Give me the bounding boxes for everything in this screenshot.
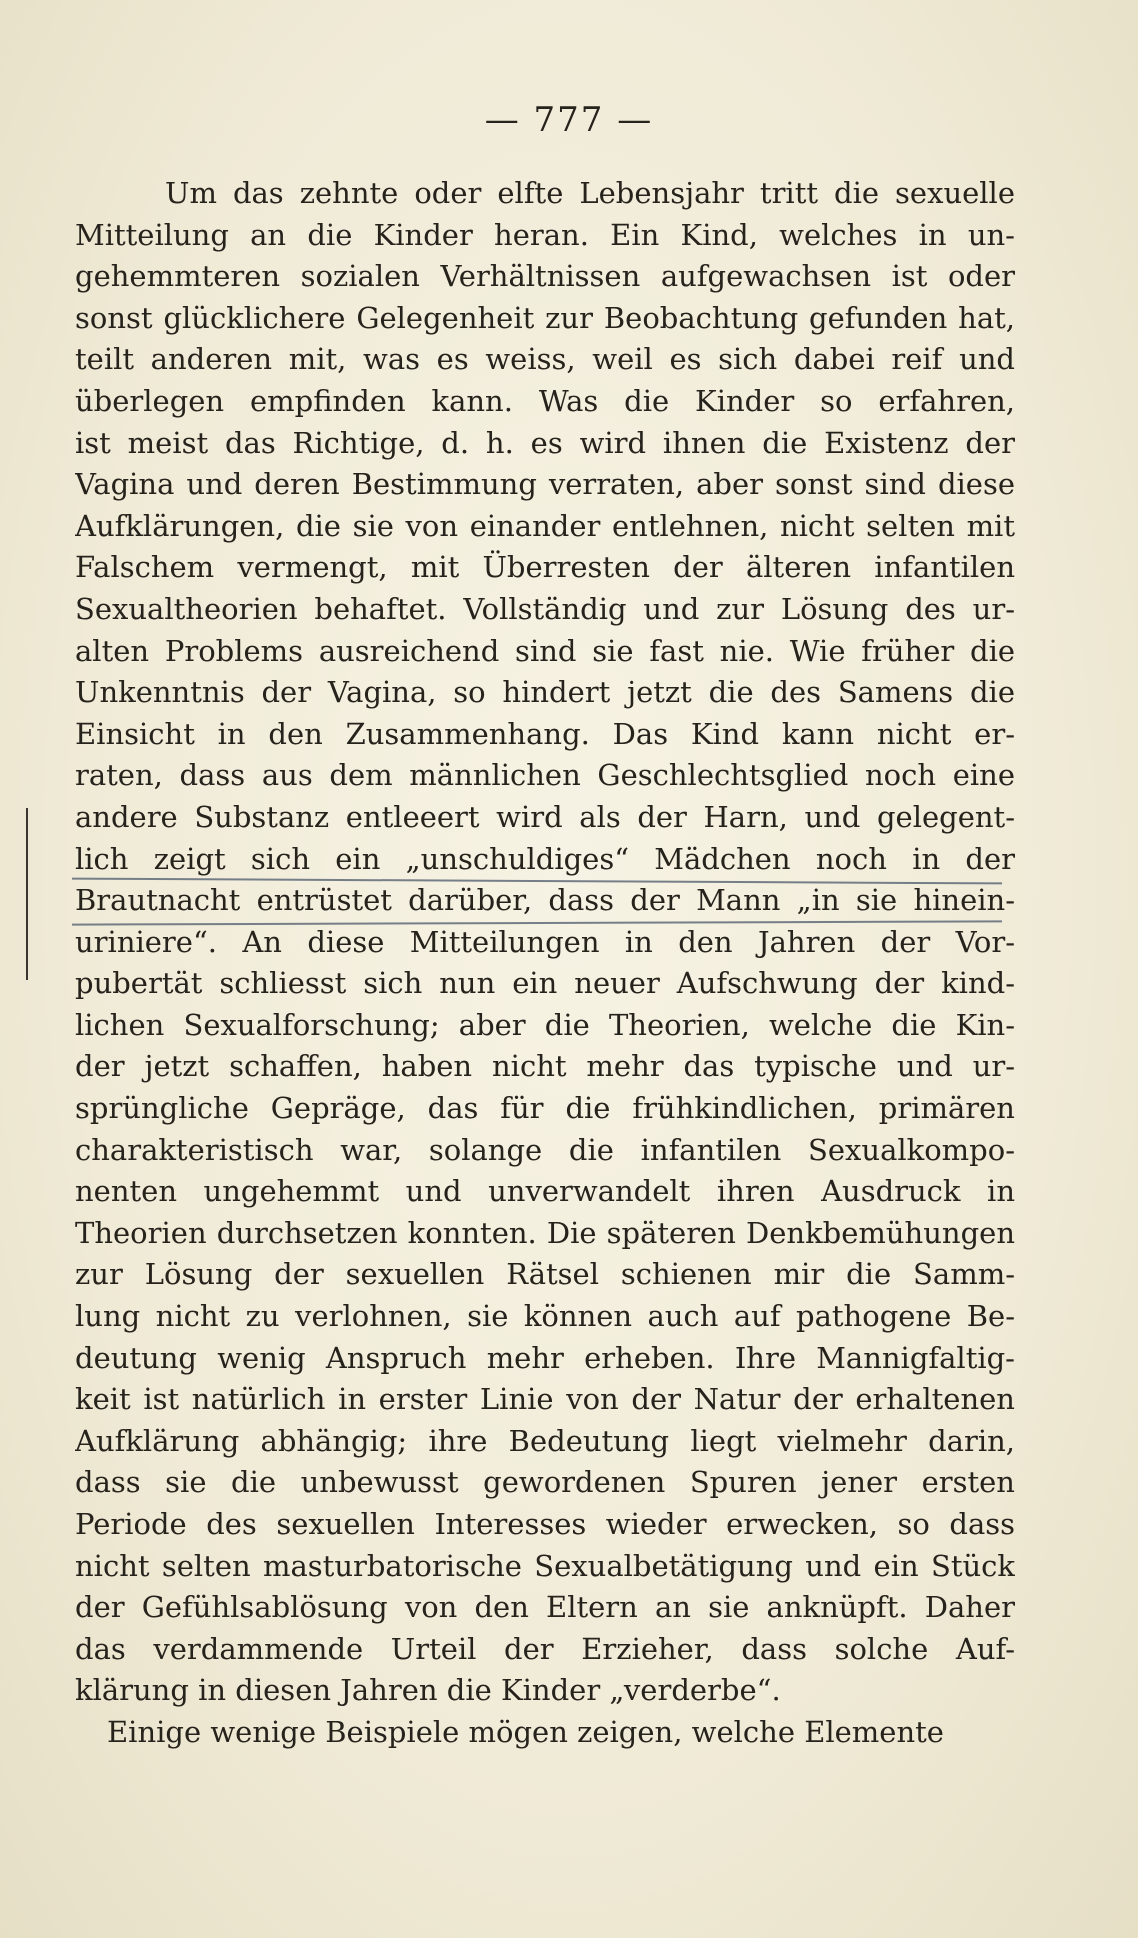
text-line: alten Problems ausreichend sind sie fast nie. Wie früher die	[75, 633, 1015, 668]
text-line: andere Substanz entleeert wird als der Harn, und gelegent-	[75, 799, 1015, 834]
text-line: pubertät schliesst sich nun ein neuer Aufschwung der kind-	[75, 966, 1015, 1001]
text-line: Brautnacht entrüstet darüber, dass der Mann „in sie hinein-	[75, 883, 1015, 918]
text-line: Sexualtheorien behaftet. Vollständig und zur Lösung des ur-	[75, 591, 1015, 626]
text-line: sprüngliche Gepräge, das für die frühkindlichen, primären	[75, 1091, 1015, 1126]
text-line: raten, dass aus dem männlichen Geschlechtsglied noch eine	[75, 758, 1015, 793]
text-line: dass sie die unbewusst gewordenen Spuren jener ersten	[75, 1465, 1015, 1500]
page-number: — 777 —	[484, 100, 654, 140]
text-line: gehemmteren sozialen Verhältnissen aufgewachsen ist oder	[75, 259, 1015, 294]
text-line: lich zeigt sich ein „unschuldiges“ Mädchen noch in der	[75, 841, 1015, 876]
text-line: Um das zehnte oder elfte Lebensjahr tritt die sexuelle	[165, 176, 1015, 210]
text-line: Einige wenige Beispiele mögen zeigen, welche Elemente	[107, 1714, 944, 1749]
text-line: deutung wenig Anspruch mehr erheben. Ihre Mannigfaltig-	[75, 1340, 1015, 1375]
text-line: uriniere“. An diese Mitteilungen in den Jahren der Vor-	[75, 924, 1015, 959]
text-line: teilt anderen mit, was es weiss, weil es sich dabei reif und	[75, 342, 1015, 377]
text-line: Unkenntnis der Vagina, so hindert jetzt die des Samens die	[75, 675, 1015, 710]
text-line: Theorien durchsetzen konnten. Die späteren Denkbemühungen	[75, 1215, 1015, 1250]
text-line: der Gefühlsablösung von den Eltern an sie anknüpft. Daher	[75, 1590, 1015, 1625]
text-line: Aufklärungen, die sie von einander entlehnen, nicht selten mit	[75, 508, 1015, 543]
text-line: charakteristisch war, solange die infantilen Sexualkompo-	[75, 1132, 1015, 1167]
text-line: ist meist das Richtige, d. h. es wird ihnen die Existenz der	[75, 425, 1015, 460]
text-line: keit ist natürlich in erster Linie von der Natur der erhaltenen	[75, 1382, 1015, 1417]
text-line: nenten ungehemmt und unverwandelt ihren Ausdruck in	[75, 1174, 1015, 1209]
text-line: das verdammende Urteil der Erzieher, dass solche Auf-	[75, 1631, 1015, 1666]
text-line: Einsicht in den Zusammenhang. Das Kind kann nicht er-	[75, 716, 1015, 751]
text-line: klärung in diesen Jahren die Kinder „verderbe“.	[75, 1673, 781, 1708]
text-line: sonst glücklichere Gelegenheit zur Beobachtung gefunden hat,	[75, 300, 1015, 335]
text-line: Mitteilung an die Kinder heran. Ein Kind, welches in un-	[75, 217, 1015, 252]
text-line: Periode des sexuellen Interesses wieder erwecken, so dass	[75, 1507, 1015, 1541]
text-line: zur Lösung der sexuellen Rätsel schienen mir die Samm-	[75, 1257, 1015, 1292]
text-line: Falschem vermengt, mit Überresten der älteren infantilen	[75, 550, 1015, 585]
text-line: lung nicht zu verlohnen, sie können auch auf pathogene Be-	[75, 1299, 1015, 1334]
text-line: nicht selten masturbatorische Sexualbetätigung und ein Stück	[75, 1548, 1015, 1583]
text-line: überlegen empfinden kann. Was die Kinder so erfahren,	[75, 383, 1015, 418]
text-line: Aufklärung abhängig; ihre Bedeutung liegt vielmehr darin,	[75, 1423, 1015, 1458]
margin-pencil-mark	[26, 808, 28, 980]
body-text	[75, 173, 1015, 1754]
text-line: der jetzt schaffen, haben nicht mehr das typische und ur-	[75, 1049, 1015, 1084]
text-line: Vagina und deren Bestimmung verraten, aber sonst sind diese	[75, 467, 1015, 502]
text-line: lichen Sexualforschung; aber die Theorien, welche die Kin-	[75, 1007, 1015, 1042]
